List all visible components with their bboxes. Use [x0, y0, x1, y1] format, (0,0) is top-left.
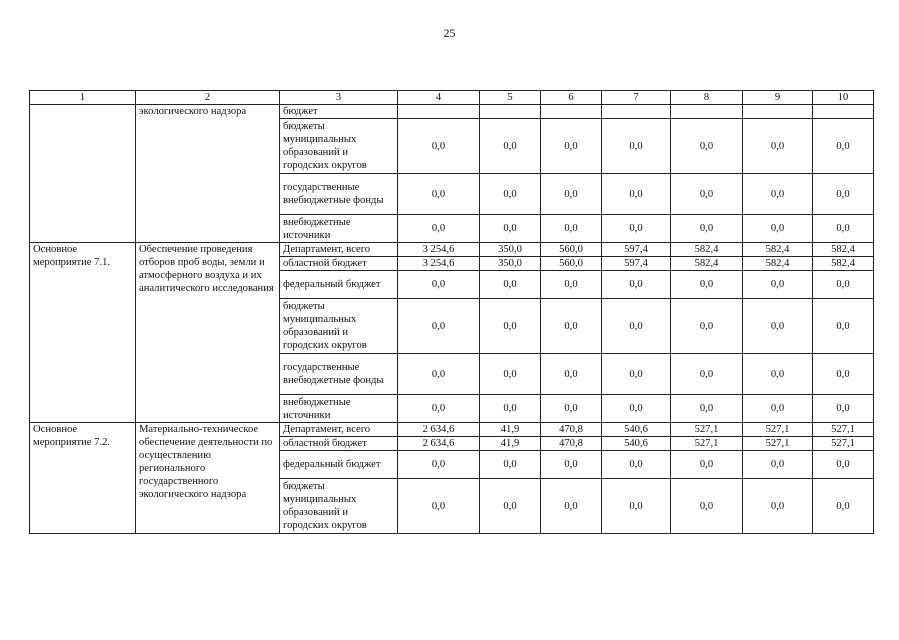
- amount-cell: 0,0: [398, 271, 480, 299]
- funding-source-cell: бюджеты муниципальных образований и городских округов: [280, 119, 398, 174]
- amount-cell: 2 634,6: [398, 423, 480, 437]
- table-row: [30, 423, 874, 437]
- measure-name-cell: [30, 105, 136, 243]
- amount-cell: 0,0: [602, 271, 671, 299]
- amount-cell: 470,8: [541, 423, 602, 437]
- amount-cell: 470,8: [541, 437, 602, 451]
- table-body: [30, 91, 874, 534]
- amount-cell: 0,0: [398, 174, 480, 215]
- amount-cell: 0,0: [398, 299, 480, 354]
- amount-cell: 0,0: [602, 395, 671, 423]
- measure-description-cell: экологического надзора: [136, 105, 280, 243]
- funding-source-cell: государственные внебюджетные фонды: [280, 354, 398, 395]
- funding-source-cell: областной бюджет: [280, 257, 398, 271]
- amount-cell: 0,0: [602, 215, 671, 243]
- column-number: 3: [280, 91, 398, 105]
- amount-cell: [480, 105, 541, 119]
- amount-cell: 0,0: [398, 395, 480, 423]
- funding-source-cell: Департамент, всего: [280, 243, 398, 257]
- funding-source-cell: Департамент, всего: [280, 423, 398, 437]
- column-number: 10: [813, 91, 874, 105]
- amount-cell: 0,0: [743, 271, 813, 299]
- amount-cell: 0,0: [480, 299, 541, 354]
- amount-cell: [671, 105, 743, 119]
- amount-cell: [541, 105, 602, 119]
- funding-source-cell: внебюджетные источники: [280, 395, 398, 423]
- amount-cell: 0,0: [541, 215, 602, 243]
- amount-cell: 0,0: [480, 119, 541, 174]
- amount-cell: 0,0: [671, 395, 743, 423]
- amount-cell: 350,0: [480, 243, 541, 257]
- amount-cell: 0,0: [743, 215, 813, 243]
- amount-cell: 560,0: [541, 257, 602, 271]
- table-row: [30, 105, 874, 119]
- amount-cell: 0,0: [398, 451, 480, 479]
- amount-cell: 3 254,6: [398, 243, 480, 257]
- amount-cell: 0,0: [743, 451, 813, 479]
- amount-cell: 0,0: [398, 354, 480, 395]
- funding-source-cell: бюджет: [280, 105, 398, 119]
- amount-cell: 0,0: [743, 299, 813, 354]
- amount-cell: 582,4: [743, 243, 813, 257]
- column-number-row: [30, 91, 874, 105]
- amount-cell: 582,4: [671, 243, 743, 257]
- amount-cell: 527,1: [813, 437, 874, 451]
- amount-cell: 0,0: [743, 354, 813, 395]
- amount-cell: 2 634,6: [398, 437, 480, 451]
- amount-cell: [743, 105, 813, 119]
- measure-description-cell: Обеспечение проведения отборов проб воды, земли и атмосферного воздуха и их аналитического исследования: [136, 243, 280, 423]
- measure-name-cell: Основное мероприятие 7.2.: [30, 423, 136, 534]
- amount-cell: 527,1: [743, 437, 813, 451]
- column-number: 9: [743, 91, 813, 105]
- amount-cell: 0,0: [743, 395, 813, 423]
- amount-cell: 0,0: [480, 354, 541, 395]
- funding-source-cell: государственные внебюджетные фонды: [280, 174, 398, 215]
- amount-cell: 0,0: [743, 479, 813, 534]
- funding-source-cell: федеральный бюджет: [280, 271, 398, 299]
- amount-cell: 0,0: [813, 479, 874, 534]
- amount-cell: 41,9: [480, 437, 541, 451]
- amount-cell: 0,0: [671, 174, 743, 215]
- amount-cell: 0,0: [671, 299, 743, 354]
- amount-cell: 0,0: [813, 215, 874, 243]
- amount-cell: 527,1: [743, 423, 813, 437]
- amount-cell: 527,1: [671, 437, 743, 451]
- amount-cell: 0,0: [813, 271, 874, 299]
- amount-cell: 0,0: [541, 174, 602, 215]
- amount-cell: 0,0: [743, 119, 813, 174]
- amount-cell: 0,0: [480, 271, 541, 299]
- amount-cell: 41,9: [480, 423, 541, 437]
- amount-cell: 0,0: [813, 299, 874, 354]
- amount-cell: 597,4: [602, 243, 671, 257]
- amount-cell: 0,0: [480, 395, 541, 423]
- amount-cell: 0,0: [602, 479, 671, 534]
- column-number: 4: [398, 91, 480, 105]
- funding-source-cell: внебюджетные источники: [280, 215, 398, 243]
- amount-cell: 0,0: [541, 479, 602, 534]
- column-number: 8: [671, 91, 743, 105]
- amount-cell: 0,0: [541, 395, 602, 423]
- amount-cell: 3 254,6: [398, 257, 480, 271]
- amount-cell: 0,0: [602, 119, 671, 174]
- column-number: 7: [602, 91, 671, 105]
- amount-cell: 0,0: [602, 174, 671, 215]
- amount-cell: 0,0: [480, 174, 541, 215]
- amount-cell: 0,0: [480, 479, 541, 534]
- amount-cell: 0,0: [398, 479, 480, 534]
- amount-cell: 540,6: [602, 423, 671, 437]
- amount-cell: 0,0: [671, 271, 743, 299]
- amount-cell: [398, 105, 480, 119]
- amount-cell: 0,0: [671, 215, 743, 243]
- table-row: [30, 243, 874, 257]
- amount-cell: 582,4: [743, 257, 813, 271]
- amount-cell: 582,4: [813, 243, 874, 257]
- amount-cell: 582,4: [813, 257, 874, 271]
- page-number: 25: [443, 26, 456, 40]
- amount-cell: 350,0: [480, 257, 541, 271]
- amount-cell: [813, 105, 874, 119]
- amount-cell: 0,0: [743, 174, 813, 215]
- amount-cell: 527,1: [813, 423, 874, 437]
- amount-cell: 597,4: [602, 257, 671, 271]
- amount-cell: 0,0: [671, 119, 743, 174]
- amount-cell: 0,0: [813, 451, 874, 479]
- funding-source-cell: федеральный бюджет: [280, 451, 398, 479]
- funding-source-cell: областной бюджет: [280, 437, 398, 451]
- amount-cell: 0,0: [480, 215, 541, 243]
- amount-cell: 0,0: [671, 479, 743, 534]
- amount-cell: 0,0: [602, 299, 671, 354]
- amount-cell: 0,0: [602, 354, 671, 395]
- measure-description-cell: Материально-техническое обеспечение деятельности по осуществлению регионального государственного экологического надзора: [136, 423, 280, 534]
- amount-cell: 0,0: [541, 119, 602, 174]
- amount-cell: 0,0: [541, 299, 602, 354]
- column-number: 5: [480, 91, 541, 105]
- amount-cell: 0,0: [541, 451, 602, 479]
- amount-cell: 540,6: [602, 437, 671, 451]
- budget-table: [29, 90, 874, 534]
- funding-source-cell: бюджеты муниципальных образований и городских округов: [280, 299, 398, 354]
- amount-cell: 527,1: [671, 423, 743, 437]
- amount-cell: 0,0: [541, 354, 602, 395]
- column-number: 1: [30, 91, 136, 105]
- amount-cell: 560,0: [541, 243, 602, 257]
- amount-cell: 0,0: [813, 395, 874, 423]
- amount-cell: 0,0: [398, 119, 480, 174]
- amount-cell: [602, 105, 671, 119]
- amount-cell: 0,0: [813, 119, 874, 174]
- amount-cell: 0,0: [813, 354, 874, 395]
- measure-name-cell: Основное мероприятие 7.1.: [30, 243, 136, 423]
- funding-source-cell: бюджеты муниципальных образований и городских округов: [280, 479, 398, 534]
- amount-cell: 582,4: [671, 257, 743, 271]
- column-number: 2: [136, 91, 280, 105]
- amount-cell: 0,0: [813, 174, 874, 215]
- amount-cell: 0,0: [541, 271, 602, 299]
- amount-cell: 0,0: [602, 451, 671, 479]
- amount-cell: 0,0: [480, 451, 541, 479]
- column-number: 6: [541, 91, 602, 105]
- amount-cell: 0,0: [398, 215, 480, 243]
- amount-cell: 0,0: [671, 354, 743, 395]
- amount-cell: 0,0: [671, 451, 743, 479]
